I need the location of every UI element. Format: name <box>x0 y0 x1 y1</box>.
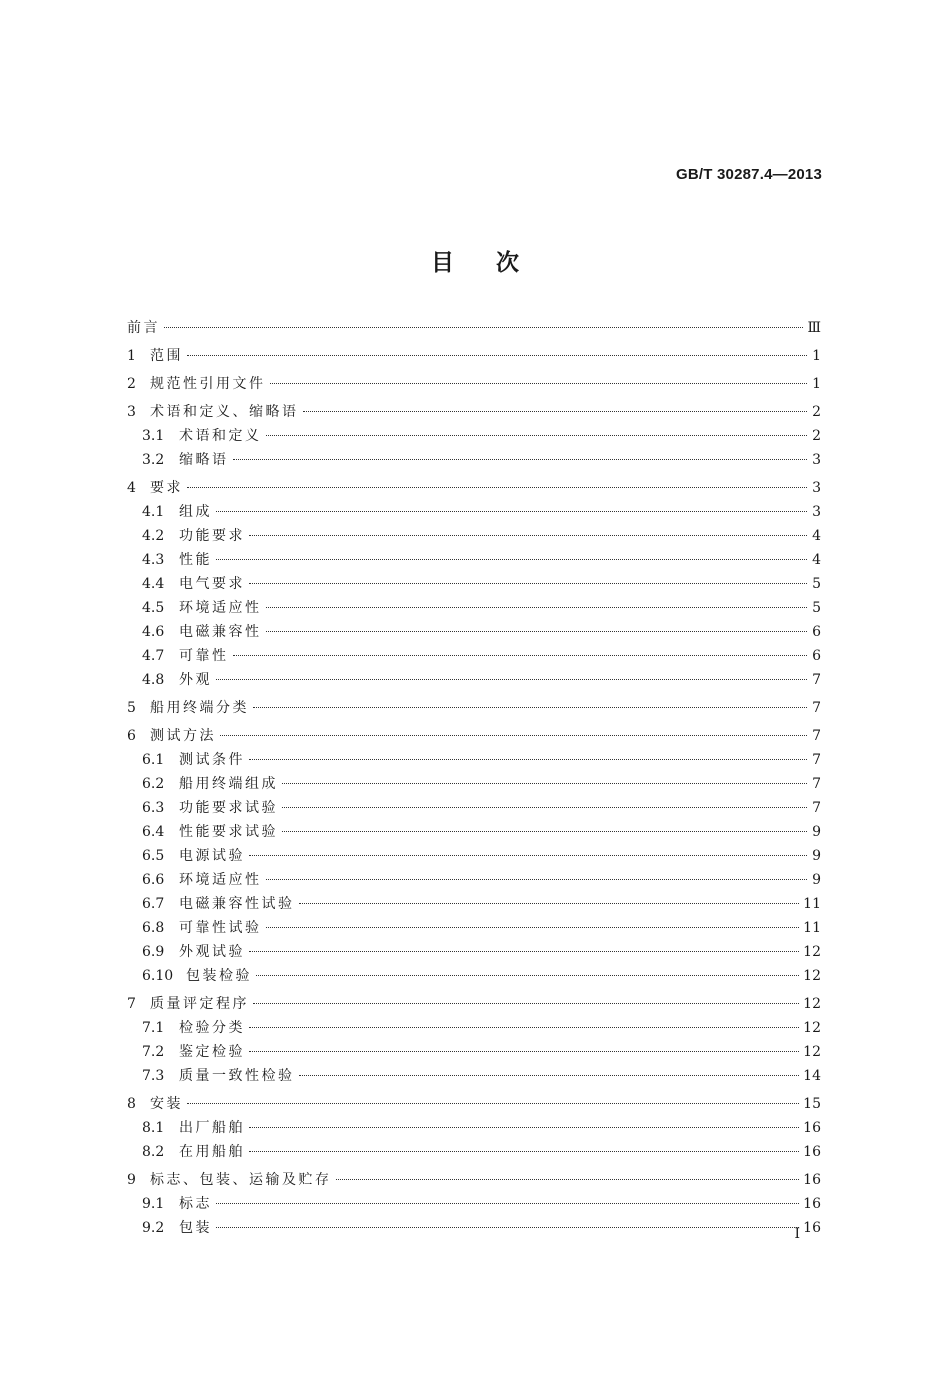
toc-entry-label: 电源试验 <box>179 848 245 864</box>
toc-leader-dots <box>253 707 807 708</box>
toc-entry[interactable] <box>127 820 821 844</box>
toc-entry-number: 8.2 <box>142 1144 165 1160</box>
toc-entry-page: 1 <box>812 376 821 392</box>
toc-entry-label: 测试条件 <box>179 752 245 768</box>
toc-entry-number: 4.1 <box>142 504 165 520</box>
toc-entry-label: 环境适应性 <box>179 872 262 888</box>
toc-entry-number: 6.9 <box>142 944 165 960</box>
toc-entry[interactable] <box>127 772 821 796</box>
toc-entry-page: 7 <box>812 752 821 768</box>
toc-entry-page: 9 <box>812 848 821 864</box>
toc-entry-number: 4.5 <box>142 600 165 616</box>
toc-entry-label: 质量评定程序 <box>150 996 249 1012</box>
toc-entry-page: 5 <box>812 600 821 616</box>
page-number: I <box>794 1226 800 1242</box>
toc-entry[interactable] <box>127 964 821 988</box>
toc-entry[interactable] <box>127 572 821 596</box>
toc-entry-page: 7 <box>812 672 821 688</box>
toc-entry-number: 3 <box>127 404 136 420</box>
toc-entry-page: 12 <box>803 1044 821 1060</box>
toc-entry-label: 术语和定义 <box>179 428 262 444</box>
toc-leader-dots <box>266 435 808 436</box>
toc-entry[interactable] <box>127 748 821 772</box>
toc-entry[interactable] <box>127 644 821 668</box>
toc-entry-label: 测试方法 <box>150 728 216 744</box>
toc-entry-number: 6.3 <box>142 800 165 816</box>
toc-entry[interactable] <box>127 696 821 720</box>
toc-leader-dots <box>216 511 807 512</box>
toc-entry-label: 前言 <box>127 320 160 336</box>
toc-entry-page: 14 <box>803 1068 821 1084</box>
toc-entry-label: 外观试验 <box>179 944 245 960</box>
toc-entry-number: 3.2 <box>142 452 165 468</box>
toc-entry-number: 7 <box>127 996 136 1012</box>
toc-entry-label: 组成 <box>179 504 212 520</box>
toc-leader-dots <box>233 655 808 656</box>
toc-leader-dots <box>249 1151 799 1152</box>
toc-leader-dots <box>249 855 807 856</box>
toc-entry-number: 4 <box>127 480 136 496</box>
toc-entry-number: 6 <box>127 728 136 744</box>
toc-entry[interactable] <box>127 372 821 396</box>
toc-entry[interactable] <box>127 548 821 572</box>
toc-leader-dots <box>266 607 808 608</box>
toc-leader-dots <box>216 1203 799 1204</box>
toc-entry-label: 检验分类 <box>179 1020 245 1036</box>
toc-leader-dots <box>282 783 807 784</box>
toc-entry[interactable] <box>127 844 821 868</box>
toc-entry-label: 规范性引用文件 <box>150 376 266 392</box>
toc-entry-number: 7.3 <box>142 1068 165 1084</box>
toc-entry-page: 12 <box>803 996 821 1012</box>
toc-entry-page: 16 <box>803 1144 821 1160</box>
toc-entry-number: 6.6 <box>142 872 165 888</box>
toc-entry[interactable] <box>127 668 821 692</box>
toc-leader-dots <box>233 459 808 460</box>
toc-entry[interactable] <box>127 596 821 620</box>
toc-entry[interactable] <box>127 448 821 472</box>
toc-leader-dots <box>187 355 807 356</box>
toc-entry-label: 电磁兼容性 <box>179 624 262 640</box>
toc-entry-label: 范围 <box>150 348 183 364</box>
toc-entry-page: 7 <box>812 776 821 792</box>
toc-entry-label: 鉴定检验 <box>179 1044 245 1060</box>
toc-entry-label: 船用终端组成 <box>179 776 278 792</box>
toc-entry-label: 术语和定义、缩略语 <box>150 404 299 420</box>
toc-entry-page: 16 <box>803 1220 821 1236</box>
toc-entry[interactable] <box>127 724 821 748</box>
toc-entry-number: 4.7 <box>142 648 165 664</box>
toc-leader-dots <box>282 831 807 832</box>
toc-entry[interactable] <box>127 1092 821 1116</box>
toc-entry-label: 包装 <box>179 1220 212 1236</box>
toc-entry-page: 3 <box>812 504 821 520</box>
toc-entry-number: 8 <box>127 1096 136 1112</box>
toc-entry-page: 1 <box>812 348 821 364</box>
toc-leader-dots <box>187 487 807 488</box>
toc-entry-label: 标志、包装、运输及贮存 <box>150 1172 332 1188</box>
toc-entry[interactable] <box>127 1140 821 1164</box>
toc-entry-label: 在用船舶 <box>179 1144 245 1160</box>
toc-entry-number: 6.1 <box>142 752 165 768</box>
toc-entry-label: 功能要求 <box>179 528 245 544</box>
toc-leader-dots <box>303 411 808 412</box>
toc-entry-page: 7 <box>812 700 821 716</box>
toc-entry-number: 6.10 <box>142 968 174 984</box>
toc-entry-page: 16 <box>803 1172 821 1188</box>
toc-entry-page: 6 <box>812 624 821 640</box>
toc-entry[interactable] <box>127 344 821 368</box>
toc-entry[interactable] <box>127 524 821 548</box>
toc-entry[interactable] <box>127 992 821 1016</box>
toc-entry-label: 船用终端分类 <box>150 700 249 716</box>
toc-entry-number: 2 <box>127 376 136 392</box>
toc-entry-number: 6.8 <box>142 920 165 936</box>
toc-entry-number: 6.5 <box>142 848 165 864</box>
toc-entry-number: 3.1 <box>142 428 165 444</box>
toc-entry[interactable] <box>127 1216 821 1240</box>
toc-entry[interactable] <box>127 1116 821 1140</box>
toc-entry-page: 7 <box>812 728 821 744</box>
toc-entry-label: 电磁兼容性试验 <box>179 896 295 912</box>
toc-leader-dots <box>216 1227 799 1228</box>
toc-leader-dots <box>266 879 808 880</box>
toc-entry-number: 7.2 <box>142 1044 165 1060</box>
toc-leader-dots <box>253 1003 799 1004</box>
table-of-contents <box>127 316 821 1240</box>
toc-entry[interactable] <box>127 1016 821 1040</box>
toc-leader-dots <box>270 383 808 384</box>
toc-entry-number: 4.2 <box>142 528 165 544</box>
toc-entry-page: 16 <box>803 1120 821 1136</box>
toc-entry-page: 6 <box>812 648 821 664</box>
toc-entry-page: 5 <box>812 576 821 592</box>
toc-leader-dots <box>249 1051 799 1052</box>
toc-entry-page: 2 <box>812 404 821 420</box>
toc-entry-page: 12 <box>803 1020 821 1036</box>
toc-leader-dots <box>256 975 799 976</box>
toc-entry-number: 1 <box>127 348 136 364</box>
toc-entry-number: 6.4 <box>142 824 165 840</box>
toc-entry-number: 4.8 <box>142 672 165 688</box>
toc-leader-dots <box>249 1027 799 1028</box>
toc-entry-number: 4.4 <box>142 576 165 592</box>
toc-entry-page: 4 <box>812 552 821 568</box>
toc-leader-dots <box>220 735 807 736</box>
toc-entry[interactable] <box>127 500 821 524</box>
toc-leader-dots <box>249 1127 799 1128</box>
toc-entry[interactable] <box>127 424 821 448</box>
toc-entry-label: 性能要求试验 <box>179 824 278 840</box>
toc-entry-label: 要求 <box>150 480 183 496</box>
toc-entry-label: 环境适应性 <box>179 600 262 616</box>
toc-leader-dots <box>266 631 808 632</box>
toc-entry-page: 2 <box>812 428 821 444</box>
toc-entry-number: 7.1 <box>142 1020 165 1036</box>
toc-entry-label: 出厂船舶 <box>179 1120 245 1136</box>
toc-entry[interactable] <box>127 1040 821 1064</box>
toc-leader-dots <box>187 1103 799 1104</box>
toc-entry-label: 性能 <box>179 552 212 568</box>
toc-leader-dots <box>164 327 803 328</box>
toc-entry[interactable] <box>127 476 821 500</box>
toc-entry-number: 6.7 <box>142 896 165 912</box>
toc-entry-label: 包装检验 <box>186 968 252 984</box>
toc-entry[interactable] <box>127 892 821 916</box>
toc-entry[interactable] <box>127 868 821 892</box>
toc-leader-dots <box>216 679 807 680</box>
toc-entry-number: 8.1 <box>142 1120 165 1136</box>
toc-entry[interactable] <box>127 400 821 424</box>
toc-entry-page: 12 <box>803 944 821 960</box>
toc-entry-label: 功能要求试验 <box>179 800 278 816</box>
toc-entry-label: 标志 <box>179 1196 212 1212</box>
toc-entry-page: 9 <box>812 872 821 888</box>
toc-entry-page: 4 <box>812 528 821 544</box>
toc-leader-dots <box>249 535 807 536</box>
toc-entry-number: 5 <box>127 700 136 716</box>
toc-entry-page: 16 <box>803 1196 821 1212</box>
toc-entry-label: 可靠性 <box>179 648 229 664</box>
toc-entry-number: 9.1 <box>142 1196 165 1212</box>
toc-entry[interactable] <box>127 916 821 940</box>
toc-entry-label: 缩略语 <box>179 452 229 468</box>
toc-entry-page: 15 <box>803 1096 821 1112</box>
toc-entry-page: 11 <box>803 920 821 936</box>
toc-leader-dots <box>336 1179 800 1180</box>
toc-entry-page: 12 <box>803 968 821 984</box>
toc-leader-dots <box>282 807 807 808</box>
toc-entry-label: 安装 <box>150 1096 183 1112</box>
toc-entry-number: 4.6 <box>142 624 165 640</box>
toc-entry[interactable] <box>127 316 821 340</box>
toc-entry[interactable] <box>127 1192 821 1216</box>
toc-entry[interactable] <box>127 940 821 964</box>
toc-entry[interactable] <box>127 620 821 644</box>
toc-entry-page: 9 <box>812 824 821 840</box>
toc-entry-label: 可靠性试验 <box>179 920 262 936</box>
toc-entry-number: 9.2 <box>142 1220 165 1236</box>
toc-leader-dots <box>266 927 800 928</box>
toc-entry[interactable] <box>127 1064 821 1088</box>
toc-leader-dots <box>216 559 807 560</box>
toc-entry[interactable] <box>127 1168 821 1192</box>
toc-entry-label: 电气要求 <box>179 576 245 592</box>
toc-leader-dots <box>249 951 799 952</box>
toc-leader-dots <box>299 903 800 904</box>
toc-leader-dots <box>299 1075 800 1076</box>
toc-entry-page: 3 <box>812 452 821 468</box>
toc-entry-page: Ⅲ <box>807 320 821 336</box>
toc-entry-number: 4.3 <box>142 552 165 568</box>
toc-entry-number: 6.2 <box>142 776 165 792</box>
toc-entry[interactable] <box>127 796 821 820</box>
toc-leader-dots <box>249 583 807 584</box>
toc-entry-page: 3 <box>812 480 821 496</box>
toc-entry-number: 9 <box>127 1172 136 1188</box>
toc-leader-dots <box>249 759 807 760</box>
toc-entry-page: 11 <box>803 896 821 912</box>
toc-entry-label: 外观 <box>179 672 212 688</box>
toc-entry-label: 质量一致性检验 <box>179 1068 295 1084</box>
standard-code: GB/T 30287.4—2013 <box>676 166 822 183</box>
page-title: 目次 <box>431 249 561 276</box>
toc-entry-page: 7 <box>812 800 821 816</box>
